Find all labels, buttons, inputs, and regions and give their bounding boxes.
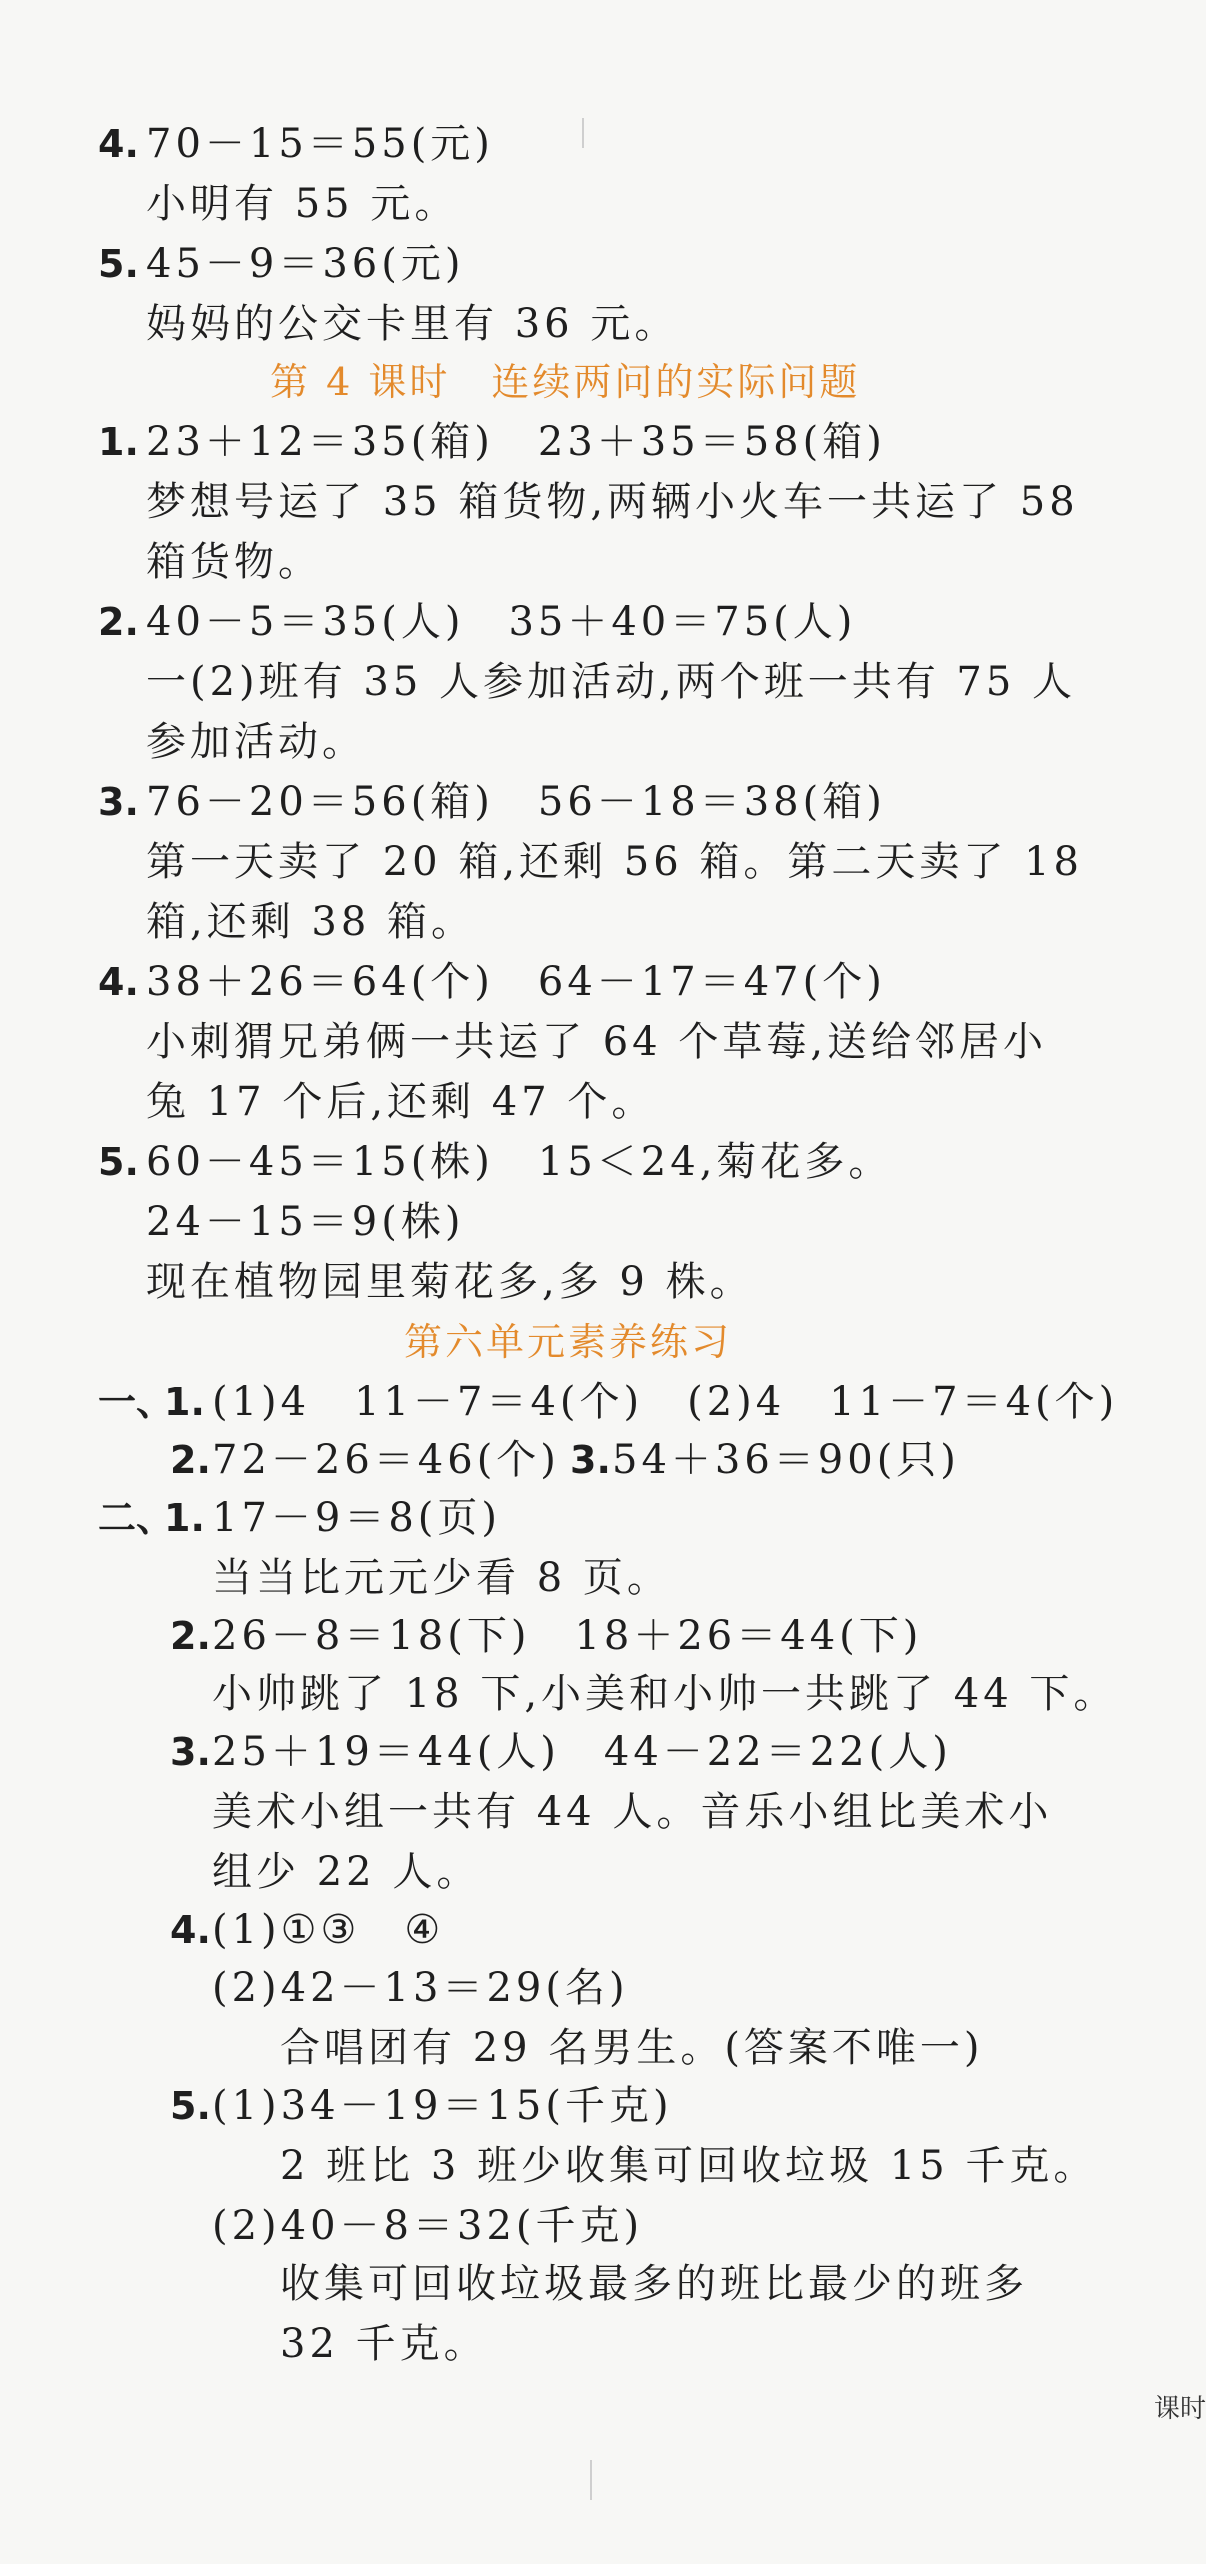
answer-line: 2 班比 3 班少收集可回收垃圾 15 千克。	[280, 2143, 1098, 2189]
section-heading: 第 4 课时 连续两问的实际问题	[270, 360, 861, 404]
answer-line: (1)4 11－7＝4(个) (2)4 11－7＝4(个)	[212, 1379, 1119, 1425]
question-number: 4.	[98, 960, 139, 1004]
section-number: 一、	[98, 1380, 175, 1424]
answer-line: 小明有 55 元。	[146, 181, 459, 227]
answer-line: 54＋36＝90(只)	[612, 1437, 960, 1483]
answer-line: 小刺猬兄弟俩一共运了 64 个草莓,送给邻居小	[146, 1019, 1048, 1065]
answer-line: (2)40－8＝32(千克)	[212, 2203, 644, 2249]
unit-heading: 第六单元素养练习	[404, 1320, 733, 1364]
answer-line: 组少 22 人。	[212, 1849, 481, 1895]
question-number: 3.	[98, 780, 139, 824]
question-number: 2.	[170, 1438, 211, 1482]
answer-line: 70－15＝55(元)	[146, 121, 494, 167]
answer-line: 梦想号运了 35 箱货物,两辆小火车一共运了 58	[146, 479, 1079, 525]
question-number: 3.	[570, 1438, 611, 1482]
question-number: 4.	[170, 1908, 211, 1952]
answer-line: 第一天卖了 20 箱,还剩 56 箱。第二天卖了 18	[146, 839, 1083, 885]
question-number: 4.	[98, 122, 139, 166]
answer-line: 小帅跳了 18 下,小美和小帅一共跳了 44 下。	[212, 1671, 1118, 1717]
scan-mark	[590, 2460, 592, 2500]
section-number: 二、	[98, 1496, 175, 1540]
answer-line: 当当比元元少看 8 页。	[212, 1555, 671, 1601]
question-number: 3.	[170, 1730, 211, 1774]
answer-line: 40－5＝35(人) 35＋40＝75(人)	[146, 599, 857, 645]
answer-line: (1)34－19＝15(千克)	[212, 2083, 673, 2129]
question-number: 2.	[170, 1614, 211, 1658]
answer-line: (1)①③ ④	[212, 1907, 445, 1953]
answer-line: 23＋12＝35(箱) 23＋35＝58(箱)	[146, 419, 886, 465]
answer-line: 72－26＝46(个)	[212, 1437, 560, 1483]
answer-line: 45－9＝36(元)	[146, 241, 465, 287]
answer-line: 一(2)班有 35 人参加活动,两个班一共有 75 人	[146, 659, 1077, 705]
question-number: 2.	[98, 600, 139, 644]
answer-line: 24－15＝9(株)	[146, 1199, 465, 1245]
answer-line: 箱货物。	[146, 539, 322, 585]
question-number: 5.	[170, 2084, 211, 2128]
answer-line: 妈妈的公交卡里有 36 元。	[146, 301, 679, 347]
answer-line: 76－20＝56(箱) 56－18＝38(箱)	[146, 779, 886, 825]
answer-line: 60－45＝15(株) 15＜24,菊花多。	[146, 1139, 893, 1185]
answer-line: (2)42－13＝29(名)	[212, 1965, 629, 2011]
question-number: 5.	[98, 1140, 139, 1184]
answer-line: 17－9＝8(页)	[212, 1495, 502, 1541]
answer-line: 参加活动。	[146, 719, 366, 765]
answer-line: 25＋19＝44(人) 44－22＝22(人)	[212, 1729, 952, 1775]
question-number: 5.	[98, 242, 139, 286]
answer-line: 32 千克。	[280, 2321, 488, 2367]
question-number: 1.	[98, 420, 139, 464]
answer-line: 美术小组一共有 44 人。音乐小组比美术小	[212, 1789, 1053, 1835]
page-footer-label: 课时	[1154, 2394, 1206, 2424]
answer-line: 合唱团有 29 名男生。(答案不唯一)	[280, 2025, 984, 2071]
answer-line: 收集可回收垃圾最多的班比最少的班多	[280, 2261, 1028, 2307]
scan-mark	[582, 118, 584, 148]
question-number: 1.	[164, 1380, 205, 1424]
answer-line: 26－8＝18(下) 18＋26＝44(下)	[212, 1613, 923, 1659]
answer-line: 现在植物园里菊花多,多 9 株。	[146, 1259, 754, 1305]
answer-line: 兔 17 个后,还剩 47 个。	[146, 1079, 656, 1125]
question-number: 1.	[164, 1496, 205, 1540]
answer-line: 38＋26＝64(个) 64－17＝47(个)	[146, 959, 886, 1005]
answer-line: 箱,还剩 38 箱。	[146, 899, 476, 945]
